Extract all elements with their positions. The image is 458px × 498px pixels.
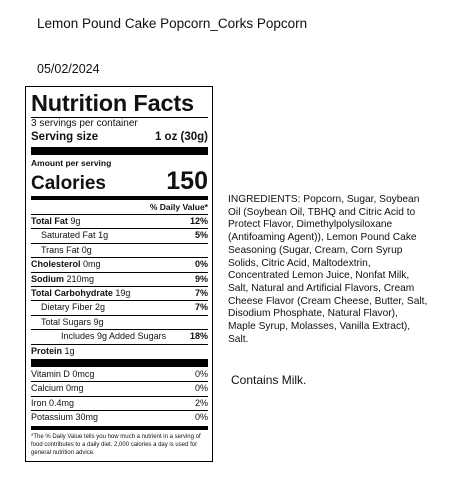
vitamin-dv: 0% bbox=[194, 369, 208, 380]
nutrient-name: Saturated Fat bbox=[41, 230, 96, 241]
thick-divider bbox=[31, 147, 208, 155]
nutrient-amount: 210mg bbox=[66, 273, 95, 284]
nutrition-facts-title: Nutrition Facts bbox=[31, 90, 194, 116]
ingredients-text: INGREDIENTS: Popcorn, Sugar, Soybean Oil (Soybean Oil, TBHQ and Citric Acid to Protect Flavor, Dimethylpolysiloxane (Antifoaming Agent)), Lemon Pound Cake Seasoning (Sugar, Cream, Corn Syrup Solids, Citric Acid, Maltodextrin, Concentrated Lemon Juice, Nonfat Milk, Salt, Natural and Artificial Flavors, Cream Cheese Flavor (Cream Cheese, Butter, Salt, Disodium Phosphate, Natural Flavor), Maple Syrup, Molasses, Vanilla Extract), Salt. bbox=[228, 194, 428, 345]
nutrient-name: Total Carbohydrate bbox=[31, 288, 113, 299]
nutrient-dv: 0% bbox=[194, 259, 208, 270]
amount-per-serving: Amount per serving bbox=[31, 158, 112, 168]
nutrient-row-trans-fat bbox=[31, 244, 208, 258]
nutrient-amount: 19g bbox=[115, 288, 131, 299]
nutrient-amount: 9g bbox=[93, 316, 104, 327]
serving-size-row bbox=[31, 130, 208, 146]
vitamin-name: Iron bbox=[31, 397, 47, 408]
nutrient-name: Protein bbox=[31, 345, 63, 356]
nutrient-amount: 0mg bbox=[83, 259, 101, 270]
calories-row bbox=[31, 168, 208, 195]
nutrient-row-sodium bbox=[31, 273, 208, 287]
nutrient-amount: 0g bbox=[81, 244, 92, 255]
nutrient-row-total-carbohydrate bbox=[31, 287, 208, 301]
vitamin-dv: 0% bbox=[194, 383, 208, 394]
serving-size-value: 1 oz (30g) bbox=[154, 131, 208, 143]
nutrient-name: Cholesterol bbox=[31, 259, 81, 270]
vitamin-dv: 0% bbox=[194, 412, 208, 423]
product-title: Lemon Pound Cake Popcorn_Corks Popcorn bbox=[37, 16, 308, 31]
medium-divider bbox=[31, 426, 208, 430]
nutrient-name: Total Sugars bbox=[41, 316, 92, 327]
nutrient-row-dietary-fiber bbox=[31, 301, 208, 315]
nutrient-dv: 7% bbox=[194, 302, 208, 313]
nutrient-dv: 7% bbox=[194, 288, 208, 299]
nutrient-amount: 2g bbox=[95, 302, 106, 313]
nutrient-amount: 9g bbox=[70, 216, 81, 226]
label-date: 05/02/2024 bbox=[37, 62, 100, 76]
vitamin-amount: 0mg bbox=[66, 383, 84, 394]
daily-value-header: % Daily Value* bbox=[31, 201, 208, 215]
nutrition-facts-panel bbox=[25, 86, 213, 462]
nutrient-row-total-fat bbox=[31, 215, 208, 229]
calories-value: 150 bbox=[166, 167, 208, 195]
allergen-statement: Contains Milk. bbox=[231, 373, 307, 387]
thick-divider bbox=[31, 359, 208, 367]
vitamin-dv: 2% bbox=[194, 397, 208, 408]
vitamin-row-iron bbox=[31, 397, 208, 411]
vitamin-name: Vitamin D bbox=[31, 369, 70, 380]
nutrient-dv: 9% bbox=[194, 273, 208, 284]
nutrient-dv: 18% bbox=[189, 331, 208, 342]
nutrient-row-saturated-fat bbox=[31, 229, 208, 243]
serving-size-label: Serving size bbox=[31, 131, 99, 143]
nutrient-row-cholesterol bbox=[31, 258, 208, 272]
nutrient-row-total-sugars bbox=[31, 316, 208, 330]
nutrient-row-protein bbox=[31, 345, 208, 358]
vitamin-row-vitamin-d bbox=[31, 368, 208, 382]
nutrient-name: Sodium bbox=[31, 273, 64, 284]
vitamin-amount: 0.4mg bbox=[49, 397, 75, 408]
calories-label: Calories bbox=[31, 173, 106, 194]
nutrient-dv: 12% bbox=[189, 216, 208, 226]
nutrient-row-added-sugars bbox=[31, 330, 208, 344]
servings-per-container: 3 servings per container bbox=[31, 118, 138, 129]
nutrient-name: Trans Fat bbox=[41, 244, 80, 255]
vitamin-amount: 0mcg bbox=[72, 369, 95, 380]
vitamin-row-calcium bbox=[31, 382, 208, 396]
vitamin-name: Calcium bbox=[31, 383, 64, 394]
nutrient-dv: 5% bbox=[194, 230, 208, 241]
nutrient-amount: 1g bbox=[98, 230, 109, 241]
vitamin-amount: 30mg bbox=[75, 412, 99, 423]
daily-value-footnote: *The % Daily Value tells you how much a nutrient in a serving of food contributes to a daily diet. 2,000 calories a day is used for general nutrition advice. bbox=[31, 433, 201, 456]
medium-divider bbox=[31, 196, 208, 200]
vitamin-name: Potassium bbox=[31, 412, 74, 423]
vitamin-row-potassium bbox=[31, 411, 208, 424]
nutrient-name: Dietary Fiber bbox=[41, 302, 93, 313]
nutrient-amount: 1g bbox=[64, 345, 75, 356]
nutrient-name: Total Fat bbox=[31, 216, 68, 226]
nutrient-name: Includes 9g Added Sugars bbox=[61, 331, 167, 342]
